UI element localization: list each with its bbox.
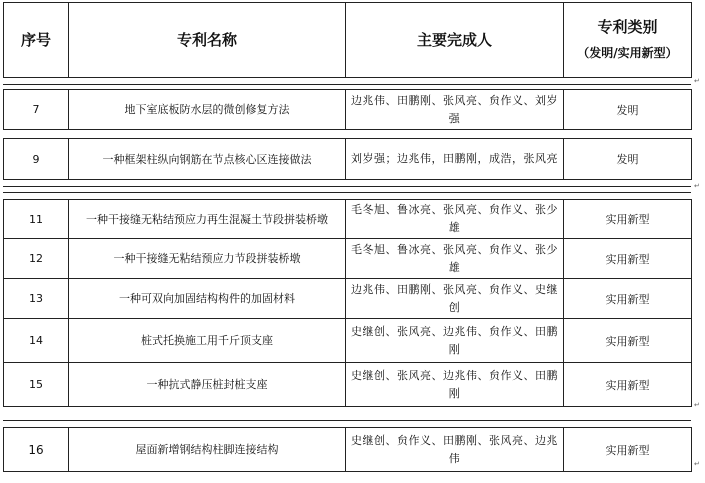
- row-patent-name: 一种框架柱纵向钢筋在节点核心区连接做法: [69, 139, 346, 180]
- header-inventors: 主要完成人: [346, 3, 564, 78]
- row-patent-name: 桩式托换施工用千斤顶支座: [69, 319, 346, 363]
- table-row: [4, 139, 692, 180]
- row-patent-type: 实用新型: [564, 363, 692, 407]
- row-inventors: 毛冬旭、鲁冰亮、张风亮、贠作义、张少雄: [346, 200, 564, 239]
- row-patent-name: 一种抗式静压桩封桩支座: [69, 363, 346, 407]
- row-inventors: 史继创、贠作义、田鹏刚、张风亮、边兆伟: [346, 428, 564, 472]
- paragraph-mark-icon: ↵: [694, 401, 700, 409]
- row-patent-name: 一种可双向加固结构构件的加固材料: [69, 279, 346, 319]
- table-row: [4, 90, 692, 130]
- row-patent-name: 一种干接缝无粘结预应力再生混凝土节段拼装桥墩: [69, 200, 346, 239]
- row-no: 11: [4, 200, 69, 239]
- row-inventors: 史继创、张风亮、边兆伟、贠作义、田鹏刚: [346, 363, 564, 407]
- header-type-subtitle: （发明/实用新型）: [577, 46, 678, 60]
- row-no: 9: [4, 139, 69, 180]
- table-row: [4, 239, 692, 279]
- paragraph-mark-icon: ↵: [694, 460, 700, 468]
- row-patent-type: 发明: [564, 90, 692, 130]
- table-segment-row-16: [3, 427, 692, 472]
- header-row: [4, 3, 692, 78]
- row-patent-type: 实用新型: [564, 319, 692, 363]
- row-patent-type: 实用新型: [564, 279, 692, 319]
- table-row: [4, 319, 692, 363]
- table-segment-rows-11-15: [3, 199, 692, 407]
- row-no: 15: [4, 363, 69, 407]
- table-row: [4, 428, 692, 472]
- segment-edge-line: [3, 186, 691, 187]
- row-no: 12: [4, 239, 69, 279]
- row-inventors: 边兆伟、田鹏刚、张风亮、贠作义、刘岁强: [346, 90, 564, 130]
- header-type-label: 专利类别: [597, 18, 658, 36]
- row-inventors: 毛冬旭、鲁冰亮、张风亮、贠作义、张少雄: [346, 239, 564, 279]
- header-no: 序号: [4, 3, 69, 78]
- paragraph-mark-icon: ↵: [694, 182, 700, 190]
- row-patent-type: 发明: [564, 139, 692, 180]
- patent-table-header: [3, 2, 692, 78]
- table-row: [4, 200, 692, 239]
- header-type: [564, 3, 692, 78]
- segment-edge-line: [3, 84, 691, 85]
- row-patent-type: 实用新型: [564, 200, 692, 239]
- row-no: 13: [4, 279, 69, 319]
- table-row: [4, 279, 692, 319]
- row-no: 16: [4, 428, 69, 472]
- table-row: [4, 363, 692, 407]
- row-patent-name: 一种干接缝无粘结预应力节段拼装桥墩: [69, 239, 346, 279]
- row-patent-type: 实用新型: [564, 428, 692, 472]
- paragraph-mark-icon: ↵: [694, 77, 700, 85]
- row-inventors: 史继创、张风亮、边兆伟、贠作义、田鹏刚: [346, 319, 564, 363]
- row-no: 14: [4, 319, 69, 363]
- row-patent-type: 实用新型: [564, 239, 692, 279]
- segment-edge-line: [3, 192, 691, 193]
- header-name: 专利名称: [69, 3, 346, 78]
- row-inventors: 刘岁强；边兆伟，田鹏刚，成浩，张风亮: [346, 139, 564, 180]
- row-no: 7: [4, 90, 69, 130]
- row-patent-name: 地下室底板防水层的微创修复方法: [69, 90, 346, 130]
- table-segment-row-9: [3, 138, 692, 180]
- row-patent-name: 屋面新增钢结构柱脚连接结构: [69, 428, 346, 472]
- segment-edge-line: [3, 420, 691, 421]
- row-inventors: 边兆伟、田鹏刚、张风亮、贠作义、史继创: [346, 279, 564, 319]
- table-segment-row-7: [3, 89, 692, 130]
